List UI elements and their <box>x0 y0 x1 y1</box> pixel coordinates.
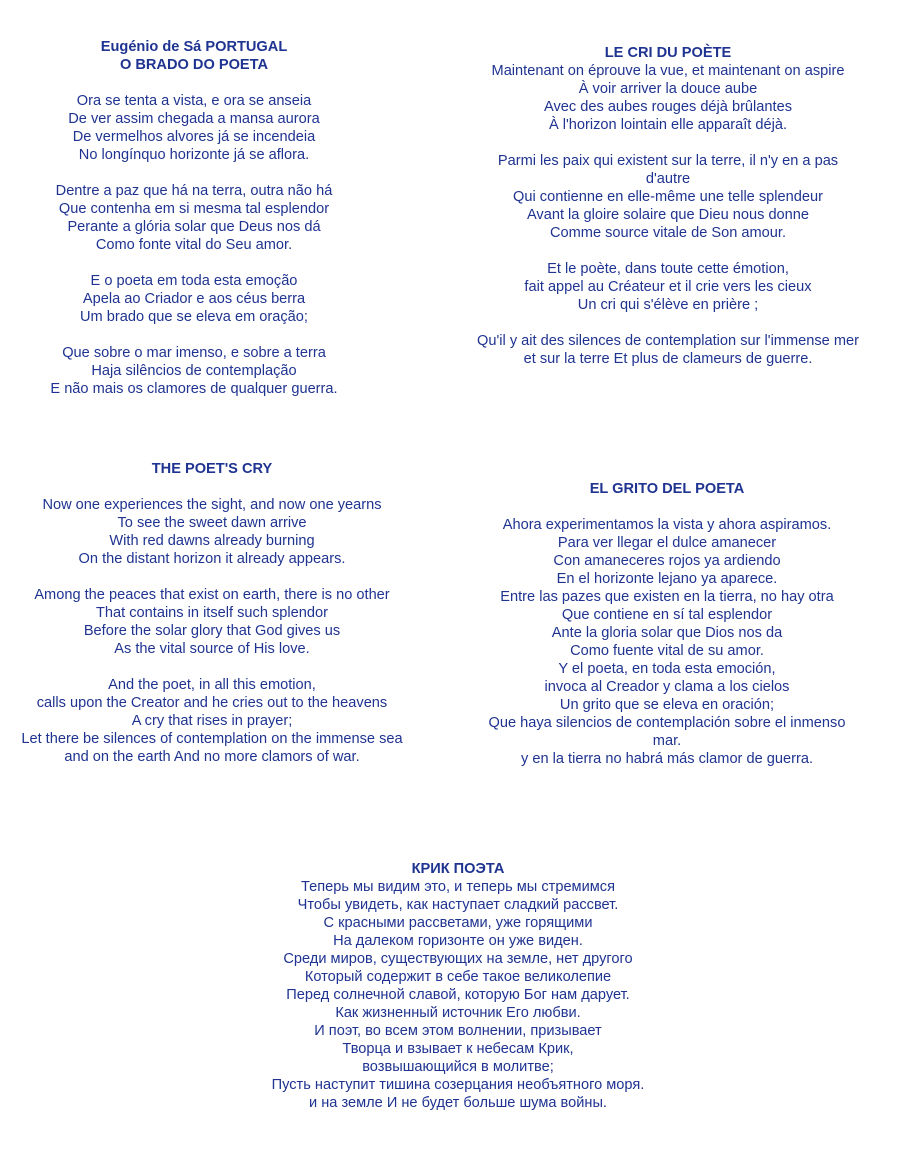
poem-line: Теперь мы видим это, и теперь мы стремимся <box>301 879 615 895</box>
poem-line: Que sobre o mar imenso, e sobre a terra <box>62 345 326 361</box>
poem-line: Con amaneceres rojos ya ardiendo <box>553 553 781 569</box>
poem-line: Творца и взывает к небесам Крик, <box>342 1041 574 1057</box>
poem-french <box>476 44 860 368</box>
poem-russian <box>253 860 663 1112</box>
poem-line: y en la tierra no habrá más clamor de guerra. <box>520 751 814 767</box>
poem-line: Avant la gloire solaire que Dieu nous donne <box>526 207 810 223</box>
poem-line: Et le poète, dans toute cette émotion, <box>547 261 789 277</box>
poem-title: O BRADO DO POETA <box>119 57 269 73</box>
poem-line: With red dawns already burning <box>109 533 315 549</box>
poem-line: Haja silêncios de contemplação <box>91 363 297 379</box>
poem-line: и на земле И не будет больше шума войны. <box>309 1095 607 1111</box>
poem-line: Comme source vitale de Son amour. <box>549 225 787 241</box>
poem-line: Que contenha em si mesma tal esplendor <box>58 201 330 217</box>
poem-line: Как жизненный источник Его любви. <box>335 1005 581 1021</box>
poem-line: et sur la terre Et plus de clameurs de guerre. <box>523 351 813 367</box>
poem-line: Among the peaces that exist on earth, there is no other <box>34 587 390 603</box>
poem-line: Apela ao Criador e aos céus berra <box>82 291 306 307</box>
poem-line: A cry that rises in prayer; <box>131 713 293 729</box>
poem-line: That contains in itself such splendor <box>95 605 328 621</box>
poem-line: С красными рассветами, уже горящими <box>323 915 593 931</box>
poem-line: Now one experiences the sight, and now one yearns <box>42 497 382 513</box>
poem-line: Ora se tenta a vista, e ora se anseia <box>76 93 312 109</box>
poem-line: Ante la gloria solar que Dios nos da <box>551 625 783 641</box>
poem-line: Como fuente vital de su amor. <box>570 643 764 659</box>
poem-english <box>16 460 408 766</box>
poem-line: Чтобы увидеть, как наступает сладкий рассвет. <box>297 897 619 913</box>
poem-line: calls upon the Creator and he cries out to the heavens <box>36 695 388 711</box>
poem-line: De vermelhos alvores já se incendeia <box>72 129 316 145</box>
poem-line: Dentre a paz que há na terra, outra não há <box>55 183 333 199</box>
poem-line: Y el poeta, en toda esta emoción, <box>558 661 776 677</box>
poem-line: E não mais os clamores de qualquer guerra. <box>50 381 338 397</box>
poem-line: И поэт, во всем этом волнении, призывает <box>314 1023 602 1039</box>
poem-line: Que haya silencios de contemplación sobre el inmenso mar. <box>488 715 846 749</box>
poem-title: EL GRITO DEL POETA <box>589 481 745 497</box>
poem-line: À l'horizon lointain elle apparaît déjà. <box>548 117 788 133</box>
poem-line: Un grito que se eleva en oración; <box>559 697 775 713</box>
poem-line: No longínquo horizonte já se aflora. <box>78 147 310 163</box>
poem-spanish <box>478 480 856 768</box>
poem-line: Um brado que se eleva em oração; <box>80 309 308 325</box>
poem-line: Qui contienne en elle-même une telle splendeur <box>513 189 823 205</box>
poem-line: Среди миров, существующих на земле, нет другого <box>283 951 633 967</box>
poem-line: Entre las pazes que existen en la tierra, no hay otra <box>500 589 834 605</box>
poem-portuguese <box>34 38 354 398</box>
poem-title: КРИК ПОЭТА <box>411 861 505 877</box>
poem-line: Before the solar glory that God gives us <box>83 623 341 639</box>
poem-line: En el horizonte lejano ya aparece. <box>556 571 778 587</box>
poem-line: На далеком горизонте он уже виден. <box>333 933 583 949</box>
poem-line: Перед солнечной славой, которую Бог нам дарует. <box>286 987 630 1003</box>
poem-line: Parmi les paix qui existent sur la terre, il n'y en a pas d'autre <box>497 153 839 187</box>
poem-line: fait appel au Créateur et il crie vers les cieux <box>524 279 812 295</box>
poem-line: À voir arriver la douce aube <box>578 81 758 97</box>
poem-line: De ver assim chegada a mansa aurora <box>68 111 320 127</box>
poem-line: Perante a glória solar que Deus nos dá <box>67 219 321 235</box>
poem-line: Ahora experimentamos la vista y ahora aspiramos. <box>502 517 832 533</box>
poem-line: Который содержит в себе такое великолепие <box>304 969 612 985</box>
author-line: Eugénio de Sá PORTUGAL <box>100 39 288 55</box>
poem-line: and on the earth And no more clamors of war. <box>64 749 360 765</box>
poem-title: LE CRI DU POÈTE <box>604 45 732 61</box>
poem-line: Let there be silences of contemplation on the immense sea <box>21 731 403 747</box>
poem-line: Un cri qui s'élève en prière ; <box>577 297 759 313</box>
poem-line: E o poeta em toda esta emoção <box>90 273 298 289</box>
poem-line: invoca al Creador y clama a los cielos <box>544 679 790 695</box>
poem-line: Qu'il y ait des silences de contemplation sur l'immense mer <box>477 333 859 349</box>
poem-line: Maintenant on éprouve la vue, et maintenant on aspire <box>491 63 845 79</box>
poem-line: Пусть наступит тишина созерцания необъятного моря. <box>271 1077 645 1093</box>
poem-line: As the vital source of His love. <box>114 641 310 657</box>
poem-line: Para ver llegar el dulce amanecer <box>557 535 777 551</box>
poem-line: возвышающийся в молитве; <box>362 1059 554 1075</box>
poem-line: Que contiene en sí tal esplendor <box>561 607 773 623</box>
poem-line: To see the sweet dawn arrive <box>117 515 307 531</box>
poem-title: THE POET'S CRY <box>151 461 273 477</box>
poem-line: Como fonte vital do Seu amor. <box>95 237 293 253</box>
poem-line: On the distant horizon it already appears. <box>78 551 346 567</box>
poem-line: And the poet, in all this emotion, <box>108 677 316 693</box>
poem-line: Avec des aubes rouges déjà brûlantes <box>544 99 792 115</box>
